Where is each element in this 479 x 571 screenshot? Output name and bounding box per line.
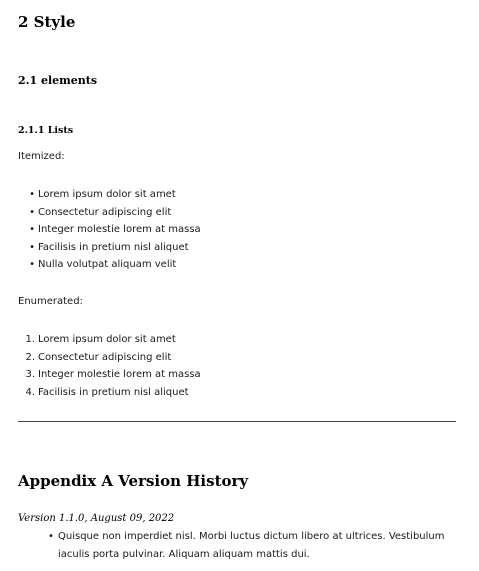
list-item [18, 206, 201, 224]
itemized-label: Itemized: [18, 151, 65, 162]
list-item-text: Lorem ipsum dolor sit amet [38, 189, 176, 200]
list-item-text: Lorem ipsum dolor sit amet [38, 334, 176, 345]
list-item [18, 258, 201, 276]
horizontal-rule [18, 421, 456, 422]
enumerated-list [18, 333, 201, 403]
number-marker: 1. [25, 334, 35, 345]
list-item-text: Consectetur adipiscing elit [38, 206, 172, 218]
itemized-list [18, 188, 201, 276]
list-item-text: Integer molestie lorem at massa [38, 224, 201, 235]
list-item [18, 223, 201, 241]
bullet-marker: • [29, 259, 35, 270]
version-heading: Version 1.1.0, August 09, 2022 [18, 513, 175, 524]
number-marker: 3. [25, 369, 35, 380]
list-item [18, 241, 201, 259]
list-item-text: Nulla volutpat aliquam velit [38, 259, 177, 270]
bullet-marker: • [29, 206, 35, 218]
list-item [18, 386, 201, 404]
bullet-marker: • [29, 224, 35, 235]
section-heading: 2 Style [18, 13, 76, 31]
bullet-marker: • [48, 531, 54, 542]
list-item [18, 188, 201, 206]
version-note-text: Quisque non imperdiet nisl. Morbi luctus dictum libero at ultrices. Vestibulum iaculis porta pulvinar. Aliquam aliquam mattis dui. [58, 531, 445, 560]
bullet-marker: • [29, 241, 35, 253]
list-item-text: Consectetur adipiscing elit [38, 351, 172, 363]
list-item [18, 333, 201, 351]
list-item-text: Facilisis in pretium nisl aliquet [38, 241, 189, 253]
list-item-text: Facilisis in pretium nisl aliquet [38, 386, 189, 398]
bullet-marker: • [29, 189, 35, 200]
appendix-heading: Appendix A Version History [18, 472, 249, 490]
number-marker: 2. [25, 351, 35, 363]
subsubsection-heading: 2.1.1 Lists [18, 125, 74, 136]
subsection-heading: 2.1 elements [18, 74, 98, 87]
enumerated-label: Enumerated: [18, 296, 83, 307]
list-item [48, 528, 458, 563]
list-item [18, 368, 201, 386]
number-marker: 4. [25, 386, 35, 398]
list-item [18, 351, 201, 369]
version-notes-list [48, 528, 458, 563]
list-item-text: Integer molestie lorem at massa [38, 369, 201, 380]
